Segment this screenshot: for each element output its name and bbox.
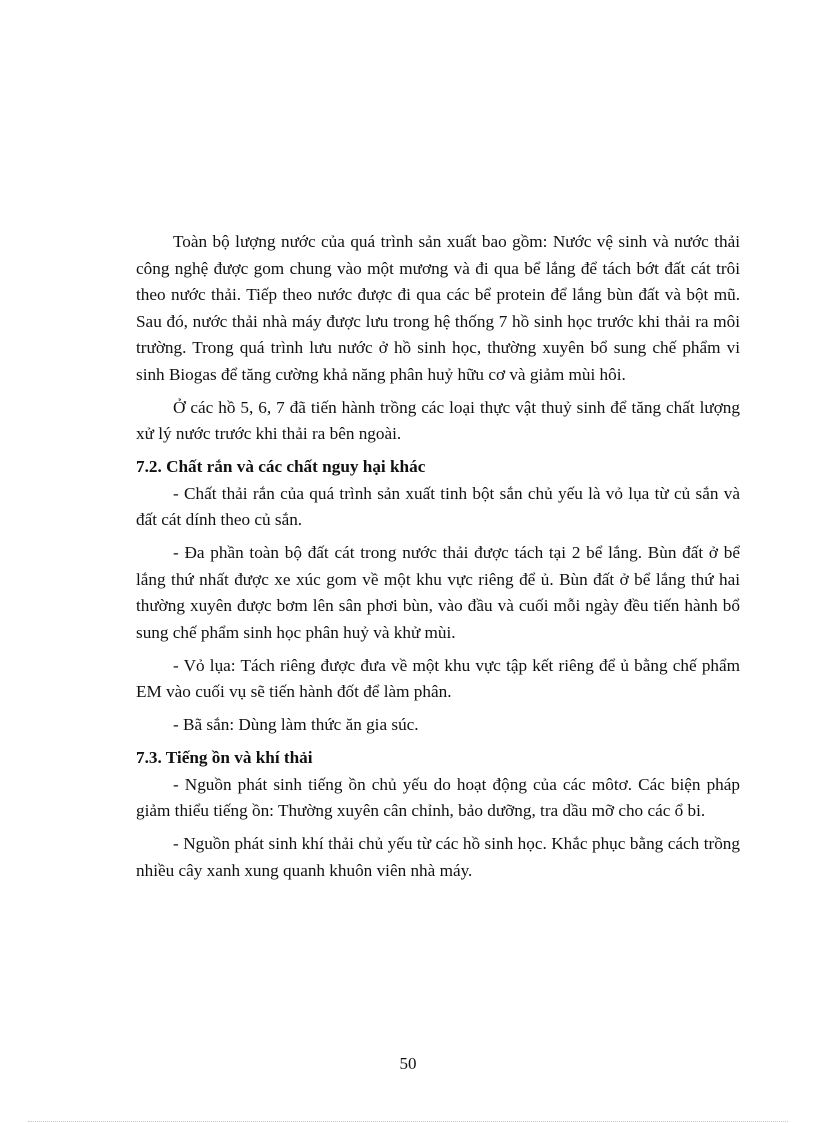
paragraph-peel: - Vỏ lụa: Tách riêng được đưa về một khu vực tập kết riêng để ủ bằng chế phẩm EM vào cuối vụ sẽ tiến hành đốt để làm phân. bbox=[136, 655, 740, 701]
section-heading-7-3: 7.3. Tiếng ồn và khí thải bbox=[136, 748, 313, 767]
page-number: 50 bbox=[399, 1054, 417, 1073]
paragraph-noise: - Nguồn phát sinh tiếng ồn chủ yếu do hoạt động của các môtơ. Các biện pháp giảm thiểu tiếng ồn: Thường xuyên cân chỉnh, bảo dưỡng, tra dầu mỡ cho các ổ bi. bbox=[136, 774, 740, 820]
paragraph-emissions: - Nguồn phát sinh khí thải chủ yếu từ các hồ sinh học. Khắc phục bằng cách trồng nhiều cây xanh xung quanh khuôn viên nhà máy. bbox=[136, 834, 740, 880]
paragraph-pulp: - Bã sắn: Dùng làm thức ăn gia súc. bbox=[173, 715, 419, 734]
paragraph-sediment: - Đa phần toàn bộ đất cát trong nước thải được tách tại 2 bể lắng. Bùn đất ở bể lắng thứ nhất được xe xúc gom về một khu vực riêng để ủ. Bùn đất ở bể lắng thứ hai thường xuyên được bơm lên sân phơi bùn, vào đầu và cuối mỗi ngày đều tiến hành bổ sung chế phẩm sinh học phân huỷ và khử mùi. bbox=[136, 543, 740, 642]
paragraph-ponds-plants: Ở các hồ 5, 6, 7 đã tiến hành trồng các loại thực vật thuỷ sinh để tăng chất lượng xử lý nước trước khi thải ra bên ngoài. bbox=[136, 397, 740, 443]
paragraph-water-process: Toàn bộ lượng nước của quá trình sản xuất bao gồm: Nước vệ sinh và nước thải công nghệ được gom chung vào một mương và đi qua bể lắng để tách bớt đất cát trôi theo nước thải. Tiếp theo nước được đi qua các bể protein để lắng bùn đất và bột mũ. Sau đó, nước thải nhà máy được lưu trong hệ thống 7 hồ sinh học trước khi thải ra môi trường. Trong quá trình lưu nước ở hồ sinh học, thường xuyên bổ sung chế phẩm vi sinh Biogas để tăng cường khả năng phân huỷ hữu cơ và giảm mùi hôi. bbox=[136, 232, 740, 384]
paragraph-solid-waste: - Chất thải rắn của quá trình sản xuất tinh bột sắn chủ yếu là vỏ lụa từ củ sắn và đất cát dính theo củ sắn. bbox=[136, 483, 740, 529]
page-body bbox=[136, 229, 740, 891]
section-heading-7-2: 7.2. Chất rắn và các chất nguy hại khác bbox=[136, 457, 426, 476]
page-bottom-divider bbox=[28, 1121, 788, 1122]
